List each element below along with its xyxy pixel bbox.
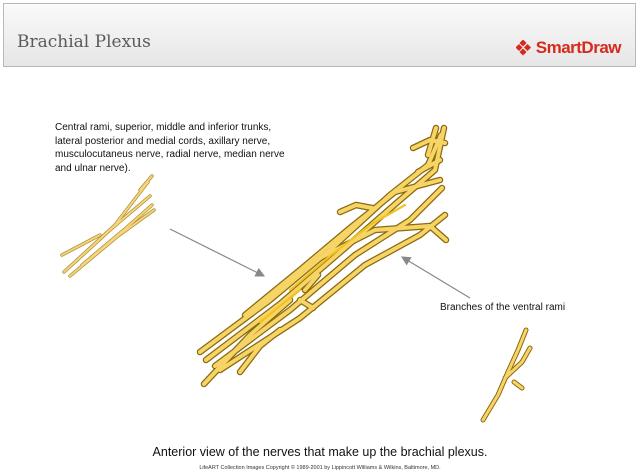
logo-text: SmartDraw — [535, 38, 621, 57]
branches-pointer-arrow — [402, 257, 470, 298]
nerve-branch — [483, 330, 530, 420]
figure-caption: Anterior view of the nerves that make up the brachial plexus. — [152, 445, 488, 459]
branches-label: Branches of the ventral rami — [440, 302, 566, 313]
copyright-notice: LifeART Collection Images Copyright © 1989-2001 by Lippincott Williams & Wilkins, Baltimore, MD. — [199, 465, 441, 471]
nerve-main — [200, 128, 446, 384]
page-title: Brachial Plexus — [17, 32, 151, 52]
nerve-thumbnail — [62, 176, 154, 276]
thumbnail-pointer-arrow — [170, 229, 264, 276]
diagram-description: Central rami, superior, middle and inferior trunks, lateral posterior and medial cords, axillary nerve, musculocutaneus nerve, radial nerve, median nerve and ulnar nerve). — [55, 122, 285, 174]
